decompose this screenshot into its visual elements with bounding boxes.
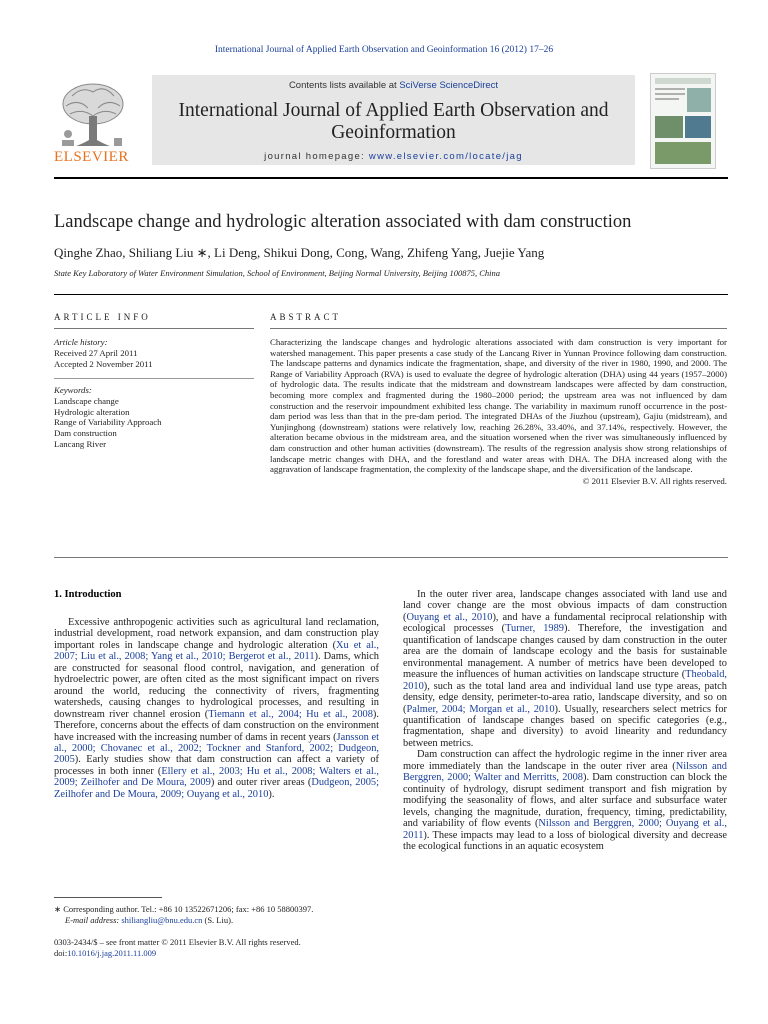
abstract-rule bbox=[270, 328, 727, 329]
abstract-body bbox=[270, 337, 727, 486]
article-info-rule bbox=[54, 328, 254, 329]
intro-paragraph-1 bbox=[54, 617, 379, 800]
citation-link[interactable]: Tiemann et al., 2004; Hu et al., 2008 bbox=[208, 708, 373, 720]
email-suffix: (S. Liu). bbox=[202, 914, 234, 925]
history-label: Article history: bbox=[54, 337, 108, 347]
elsevier-tree-logo bbox=[52, 78, 134, 150]
journal-name-line1: International Journal of Applied Earth Observation and bbox=[178, 100, 609, 121]
citation-link[interactable]: Nilsson and Berggren, 2000; Ouyang et al., 2011 bbox=[403, 818, 728, 841]
contents-available bbox=[152, 80, 635, 91]
email-label: E-mail address: bbox=[65, 914, 122, 925]
footnote-rule bbox=[54, 897, 162, 898]
section-heading-introduction: 1. Introduction bbox=[54, 589, 122, 600]
contents-prefix: Contents lists available at bbox=[288, 80, 400, 91]
abstract-text: Characterizing the landscape changes and hydrologic alterations associated with dam construction is very important for watershed management. This paper presents a case study of the Lancang River in Yunnan Province following dam construction. The landscape patterns and dynamics indicate the fragmentation, shape, and diversity of the river in 1980, 1990, and 2000. The Range of Variability Approach (RVA) is used to evaluate the degree of hydrologic alteration (DHA) using 44 years (1957–2000) of hydrologic data. The results indicate that the midstream and downstream landscapes were affected by dam construction, becoming more complex and fragmented during the 1980–2000 period; the upstream area was not influenced by dam construction and the reservoir impoundment exhibited less change. The variability in maximum runoff occurrence in the post-dam period was less than that in the pre-dam period. The integrated DHAs of the Jiuzhou (upstream), Gajiu (midstream), and Yunjinghong (downstream) stations were relatively low, reaching 26.28%, 33.40%, and 37.14%, respectively. However, the alteration became obvious in the midstream area, and the situation worsened when the river was simultaneously influenced by dam construction and other human activities (downstream). The results of the regression analysis show strong relationships of landscape metric changes with DHA, and the forestland and water areas with DHA. The DHA increased along with the aggravation of landscape fragmentation, the complexity of the landscape shape, and the diversification of the landscape. bbox=[270, 337, 727, 475]
corresponding-author: ∗ Corresponding author. Tel.: +86 10 13522671206; fax: +86 10 58800397. bbox=[54, 904, 314, 914]
abstract-copyright: © 2011 Elsevier B.V. All rights reserved. bbox=[582, 475, 727, 486]
email-line bbox=[54, 915, 384, 926]
article-title: Landscape change and hydrologic alteration associated with dam construction bbox=[54, 212, 632, 232]
homepage-link[interactable]: www.elsevier.com/locate/jag bbox=[368, 151, 523, 162]
text-run: Dam construction can affect the hydrologic regime in the inner river area more immediately than the landscape in the outer river area ( bbox=[403, 749, 727, 772]
journal-homepage bbox=[152, 151, 635, 162]
article-history bbox=[54, 337, 254, 369]
keyword-item: Hydrologic alteration bbox=[54, 406, 130, 417]
issn-line: 0303-2434/$ – see front matter © 2011 Elsevier B.V. All rights reserved. bbox=[54, 937, 301, 947]
citation-link[interactable]: Ellery et al., 2003; Hu et al., 2008; Walters et al., 2009; Zeilhofer and De Moura, 2009 bbox=[54, 765, 379, 789]
text-run: ). Dam construction can block the continuity of hydrology, disrupt sediment transport and fish migration by modifying the seasonality of flows, and alter surface and subsurface water levels, changing the magnitude, duration, frequency, timing, predictability, and variability of flow events ( bbox=[403, 772, 728, 830]
citation-link[interactable]: Palmer, 2004; Morgan et al., 2010 bbox=[406, 703, 555, 715]
masthead-rule bbox=[54, 177, 728, 179]
keywords bbox=[54, 385, 254, 450]
text-run: ). Early studies show that dam construction can affect a variety of processes in both inner ( bbox=[54, 754, 379, 777]
text-run: ). Usually, researchers select metrics for quantification of landscape changes based on specific categories (e.g., fragmentation, shape and diversity) to avoid linearity and redundancy between metrics. bbox=[403, 703, 727, 749]
journal-citation[interactable]: International Journal of Applied Earth Observation and Geoinformation 16 (2012) 17–26 bbox=[214, 45, 554, 55]
keyword-item: Landscape change bbox=[54, 395, 119, 406]
keyword-item: Lancang River bbox=[54, 438, 107, 449]
journal-cover-thumbnail bbox=[650, 73, 716, 169]
email-link[interactable]: shiliangliu@bnu.edu.cn bbox=[121, 914, 203, 925]
text-run: ), such as the total land area and individual land use type areas, patch density, edge density, perimeter-to-area ratio, landscape diversity, and so on ( bbox=[403, 680, 727, 715]
keywords-label: Keywords: bbox=[54, 385, 92, 395]
accepted-date: Accepted 2 November 2011 bbox=[54, 358, 153, 369]
intro-paragraph-3 bbox=[403, 749, 727, 852]
text-run: ). Therefore, concerns about the effects of dam construction on the environment have increased with the increasing number of dams in recent years ( bbox=[54, 708, 379, 743]
citation-link[interactable]: Theobald, 2010 bbox=[403, 669, 727, 692]
journal-name-line2: Geoinformation bbox=[331, 122, 456, 143]
elsevier-wordmark: ELSEVIER bbox=[54, 149, 129, 165]
citation-link[interactable]: Nilsson and Berggren, 2000; Walter and Merritts, 2008 bbox=[403, 760, 727, 784]
abstract-end-rule bbox=[54, 557, 728, 558]
issn-doi bbox=[54, 937, 301, 958]
citation-link[interactable]: Xu et al., 2007; Liu et al., 2008; Yang et al., 2010; Bergerot et al., 2011 bbox=[54, 639, 380, 663]
history-rule bbox=[54, 378, 254, 379]
citation-link[interactable]: Jansson et al., 2000; Chovanec et al., 2002; Tockner and Stanford, 2002; Dudgeon, 2005 bbox=[54, 731, 379, 766]
doi-link[interactable]: 10.1016/j.jag.2011.11.009 bbox=[67, 947, 157, 958]
doi-label: doi: bbox=[54, 947, 68, 958]
title-rule bbox=[54, 294, 728, 295]
footnote bbox=[54, 904, 384, 925]
article-info-heading: ARTICLE INFO bbox=[54, 312, 151, 322]
cover-image bbox=[651, 74, 715, 168]
text-run: ). Dams, which are constructed for seasonal flood control, navigation, and generation of hydroelectric power, are often cited as the most significant impact on rivers around the world, reducing the connectivity of rivers, fragmenting watersheds, causing changes to hydrological processes, and resulting in downstream river channel erosion ( bbox=[54, 651, 379, 720]
right-column bbox=[403, 589, 727, 852]
citation-link[interactable]: Ouyang et al., 2010 bbox=[406, 611, 493, 623]
intro-paragraph-2 bbox=[403, 589, 727, 749]
received-date: Received 27 April 2011 bbox=[54, 347, 138, 358]
text-run: Excessive anthropogenic activities such as agricultural land reclamation, industrial development, road network expansion, and dam construction play important roles in landscape change and hydrologic alteration ( bbox=[54, 617, 379, 651]
text-run: ). Therefore, the investigation and quantification of landscape changes caused by dam construction in the outer area are the domain of landscape ecology and the basis for sustainable environmental management. A number of metrics have been developed to measure the influences of human activities on landscape structure ( bbox=[403, 623, 727, 681]
homepage-label: journal homepage: bbox=[264, 151, 369, 162]
affiliation: State Key Laboratory of Water Environment Simulation, School of Environment, Beijing Normal University, Beijing 100875, China bbox=[54, 268, 500, 278]
citation-link[interactable]: Dudgeon, 2005; Zeilhofer and De Moura, 2009; Ouyang et al., 2010 bbox=[54, 777, 379, 800]
citation-link[interactable]: Turner, 1989 bbox=[505, 623, 564, 635]
doi-line bbox=[54, 948, 301, 959]
text-run: In the outer river area, landscape changes associated with land use and land cover change are the most obvious impacts of dam construction ( bbox=[403, 589, 727, 623]
keyword-item: Dam construction bbox=[54, 428, 117, 439]
author-list: Qinghe Zhao, Shiliang Liu ∗, Li Deng, Shikui Dong, Cong, Wang, Zhifeng Yang, Juejie Yang bbox=[54, 245, 545, 260]
text-run: ) and outer river areas ( bbox=[210, 777, 312, 789]
keyword-item: Range of Variability Approach bbox=[54, 417, 162, 428]
journal-name bbox=[152, 100, 635, 144]
text-run: ). bbox=[268, 788, 275, 800]
abstract-heading: ABSTRACT bbox=[270, 312, 342, 322]
sciencedirect-link[interactable]: SciVerse ScienceDirect bbox=[399, 80, 499, 91]
text-run: ), and have a fundamental reciprocal relationship with ecological processes ( bbox=[403, 611, 727, 635]
left-column bbox=[54, 617, 379, 800]
text-run: ). These impacts may lead to a loss of biological diversity and decrease the ecological functions in an aquatic ecosystem bbox=[403, 829, 727, 852]
